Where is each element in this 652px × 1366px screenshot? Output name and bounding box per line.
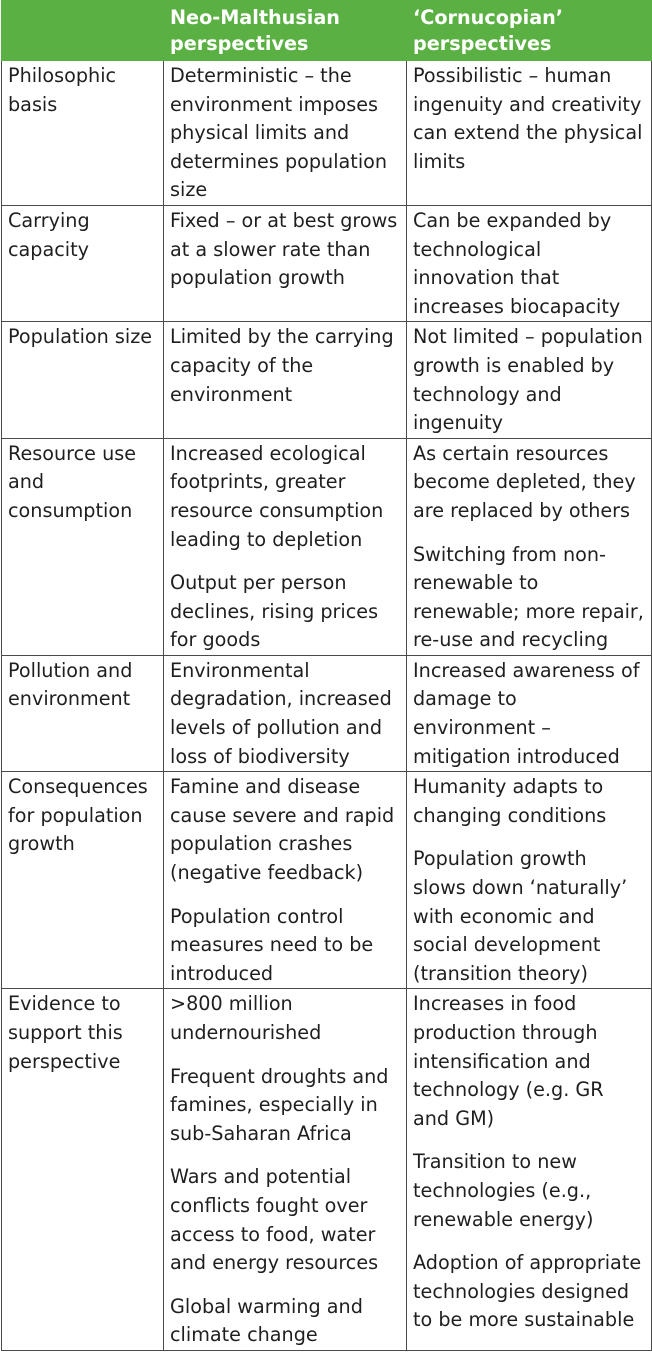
cell-text: Increased ecological footprints, greater resource consumption leading to depletion [170,441,384,551]
cell-text: Transition to new technologies (e.g., renewable energy) [413,1150,594,1231]
cell-text: Fixed – or at best grows at a slower rate than population growth [170,208,398,290]
row-label: Philosophic basis [2,61,164,206]
cornucopian-cell [407,61,652,206]
cell-text: Environmental degradation, increased levels of pollution and loss of biodiversity [170,658,392,768]
cell-text: Adoption of appropriate technologies designed to be more sustainable [413,1251,642,1332]
header-row [2,1,652,61]
table-row [2,655,652,771]
neo-malthusian-cell [164,772,407,989]
row-label: Pollution and environment [2,655,164,771]
cell-text: Frequent droughts and famines, especially in sub-Saharan Africa [170,1064,389,1145]
cornucopian-cell [407,322,652,438]
cell-text: Increases in food production through intensification and technology (e.g. GR and GM) [413,992,604,1130]
cell-text: Humanity adapts to changing conditions [413,775,607,827]
cell-text: Population control measures need to be introduced [170,904,374,985]
neo-malthusian-cell [164,61,407,206]
table-row [2,61,652,206]
cell-text: Population growth slows down ‘naturally’ with economic and social development (transition theory) [413,847,628,985]
cell-text: Wars and potential conflicts fought over access to food, water and energy resources [170,1165,379,1275]
table-body [2,61,652,1351]
cell-text: As certain resources become depleted, they are replaced by others [413,441,636,522]
cell-text: Limited by the carrying capacity of the environment [170,325,394,406]
cell-text: Output per person declines, rising prices for goods [170,571,379,652]
cell-text: Deterministic – the environment imposes physical limits and determines population size [170,64,388,202]
neo-malthusian-cell [164,655,407,771]
cornucopian-cell [407,438,652,655]
perspectives-table [1,0,652,1351]
cell-text: Global warming and climate change [170,1294,363,1347]
cell-text: Switching from non-renewable to renewable; more repair, re-use and recycling [413,542,644,652]
table-row [2,205,652,321]
cornucopian-cell [407,772,652,989]
neo-malthusian-cell [164,438,407,655]
cell-text: Can be expanded by technological innovation that increases biocapacity [413,208,621,318]
neo-malthusian-cell [164,322,407,438]
cornucopian-cell [407,989,652,1351]
cell-text: >800 million undernourished [170,992,322,1044]
header-cornucopian: ‘Cornucopian’ perspectives [407,1,652,61]
neo-malthusian-cell [164,989,407,1351]
table-row [2,989,652,1351]
header-neo-malthusian: Neo-Malthusian perspectives [164,1,407,61]
neo-malthusian-cell [164,205,407,321]
table-row [2,772,652,989]
row-label: Consequences for population growth [2,772,164,989]
cell-text: Not limited – population growth is enabled by technology and ingenuity [413,325,643,435]
cornucopian-cell [407,205,652,321]
row-label: Carrying capacity [2,205,164,321]
row-label: Resource use and consumption [2,438,164,655]
cornucopian-cell [407,655,652,771]
table-row [2,438,652,655]
table-header [2,1,652,61]
cell-text: Increased awareness of damage to environment – mitigation introduced [413,658,640,768]
row-label: Population size [2,322,164,438]
table-row [2,322,652,438]
cell-text: Famine and disease cause severe and rapid population crashes (negative feedback) [170,775,395,885]
cell-text: Possibilistic – human ingenuity and creativity can extend the physical limits [413,64,643,173]
header-blank-cell [2,1,164,61]
row-label: Evidence to support this perspective [2,989,164,1351]
